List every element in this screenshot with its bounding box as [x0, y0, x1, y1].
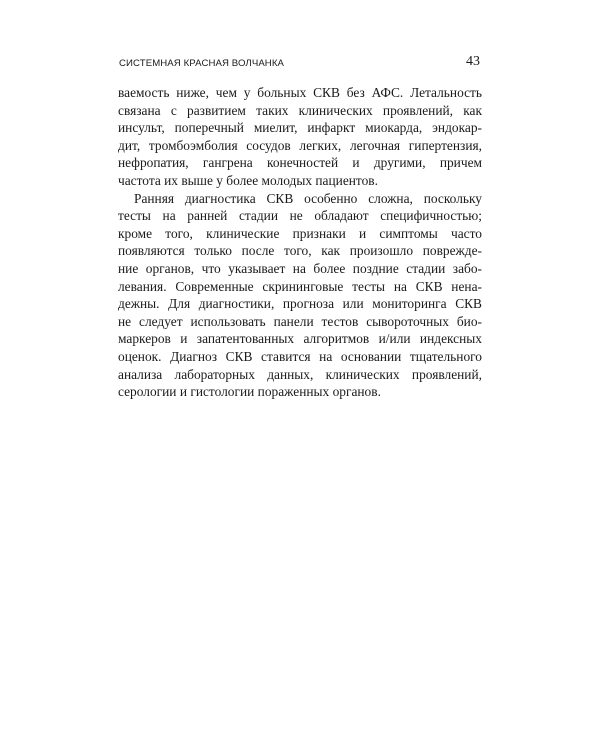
- text-line: инсульт, поперечный миелит, инфаркт миокарда, эндокар-: [118, 120, 482, 136]
- text-line: левания. Современные скрининговые тесты на СКВ нена-: [118, 278, 482, 294]
- body-text: [118, 84, 482, 401]
- text-line: кроме того, клинические признаки и симптомы часто: [118, 225, 482, 241]
- text-line: оценок. Диагноз СКВ ставится на основании тщательного: [118, 348, 482, 364]
- text-line: анализа лабораторных данных, клинических проявлений,: [118, 366, 482, 382]
- text-line: ние органов, что указывает на более поздние стадии забо-: [118, 260, 482, 276]
- text-line: связана с развитием таких клинических проявлений, как: [118, 102, 482, 118]
- text-line: дежны. Для диагностики, прогноза или мониторинга СКВ: [118, 296, 482, 312]
- page-number: 43: [466, 54, 480, 69]
- running-head: [118, 54, 482, 72]
- text-line: частота их выше у более молодых пациентов.: [118, 172, 378, 188]
- text-line: маркеров и запатентованных алгоритмов и/или индексных: [118, 331, 482, 347]
- running-head-title: СИСТЕМНАЯ КРАСНАЯ ВОЛЧАНКА: [119, 58, 285, 69]
- paragraph-1: [118, 84, 482, 190]
- text-line: тесты на ранней стадии не обладают специфичностью;: [118, 208, 482, 224]
- text-line: дит, тромбоэмболия сосудов легких, легочная гипертензия,: [118, 137, 482, 153]
- text-line: ваемость ниже, чем у больных СКВ без АФС. Летальность: [118, 85, 482, 100]
- paragraph-2: [118, 190, 482, 401]
- text-line: нефропатия, гангрена конечностей и другими, причем: [118, 155, 482, 171]
- text-line: серологии и гистологии пораженных органов.: [118, 384, 381, 400]
- text-line: появляются только после того, как произошло поврежде-: [118, 243, 482, 259]
- text-line: Ранняя диагностика СКВ особенно сложна, поскольку: [134, 190, 482, 206]
- text-line: не следует использовать панели тестов сывороточных био-: [118, 313, 482, 329]
